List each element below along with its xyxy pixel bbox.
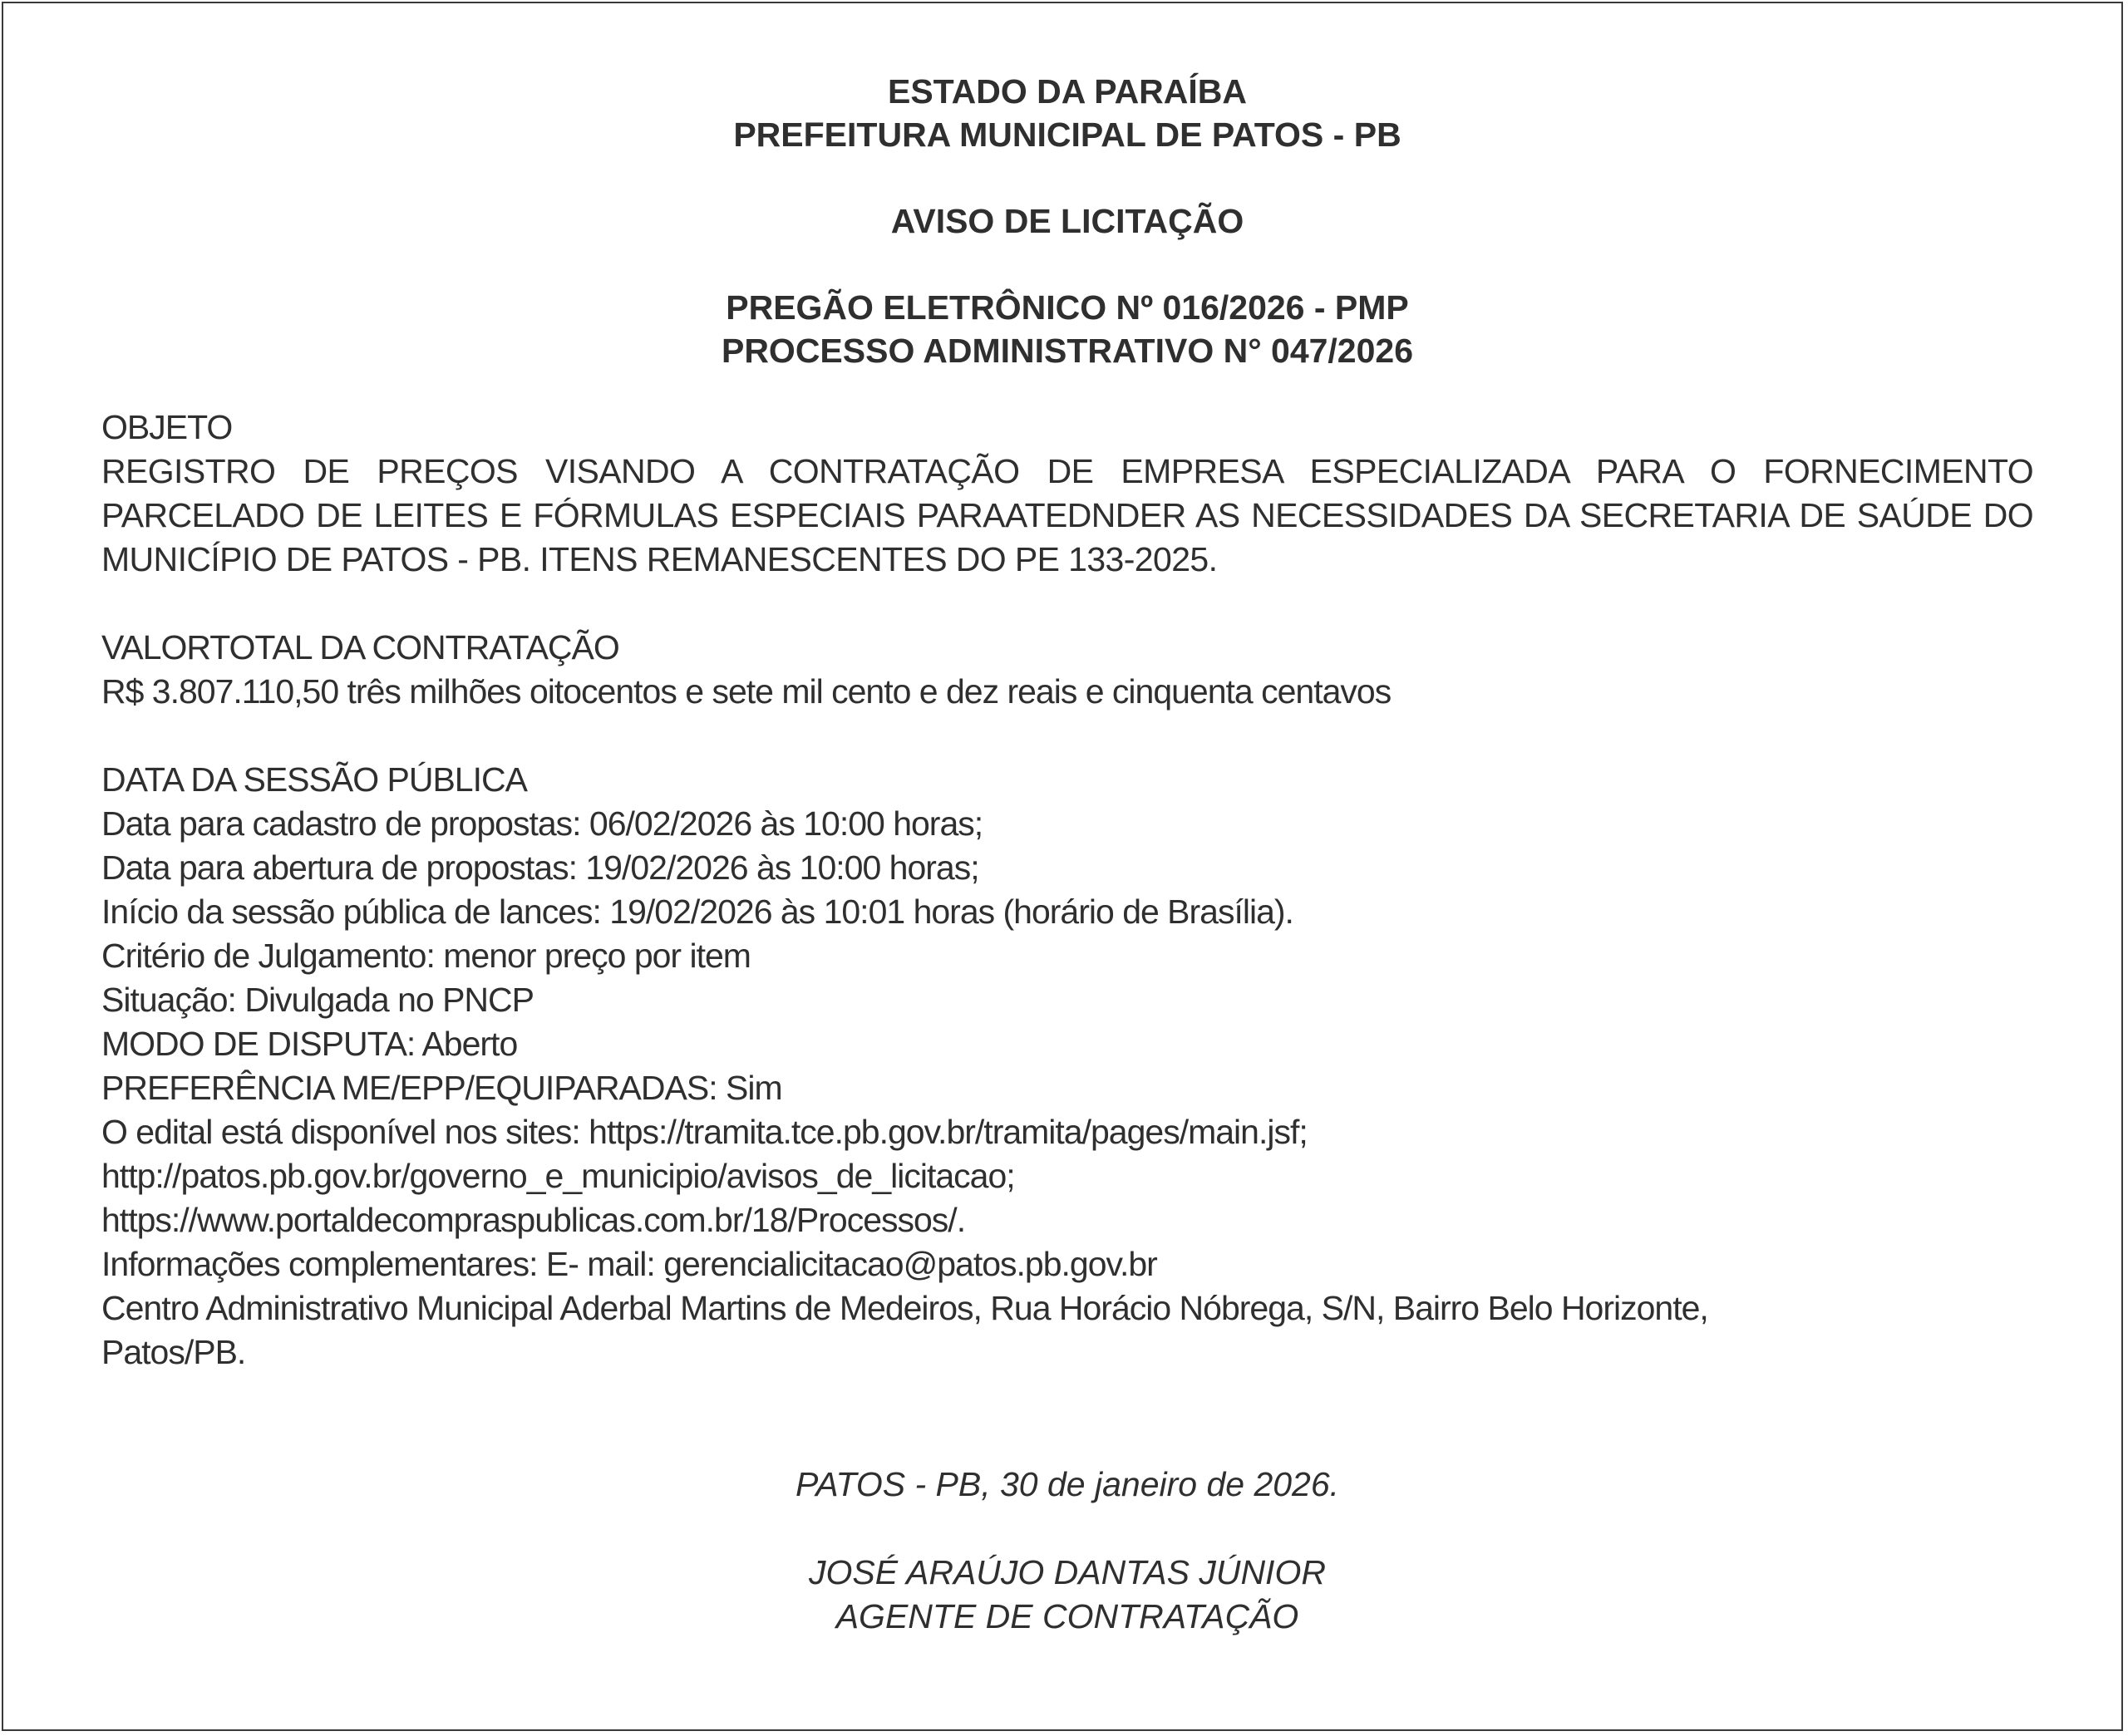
state-title: ESTADO DA PARAÍBA — [887, 72, 1248, 111]
sessao-line: Patos/PB. — [101, 1333, 246, 1371]
sessao-line: Centro Administrativo Municipal Aderbal Martins de Medeiros, Rua Horácio Nóbrega, S/N, Bairro Belo Horizonte, — [101, 1289, 1708, 1327]
valor-text: R$ 3.807.110,50 três milhões oitocentos e sete mil cento e dez reais e cinquenta centavos — [101, 672, 1392, 711]
sessao-label: DATA DA SESSÃO PÚBLICA — [101, 760, 527, 799]
sessao-line: http://patos.pb.gov.br/governo_e_municipio/avisos_de_licitacao; — [101, 1157, 1015, 1195]
objeto-text: REGISTRO DE PREÇOS VISANDO A CONTRATAÇÃO DE EMPRESA ESPECIALIZADA PARA O FORNECIMENTO PARCELADO DE LEITES E FÓRMULAS ESPECIAIS PARAATEDNDER AS NECESSIDADES DA SECRETARIA DE SAÚDE DO MUNICÍPIO DE PATOS - PB. ITENS REMANESCENTES DO PE 133-2025. — [101, 452, 2033, 578]
notice-title: AVISO DE LICITAÇÃO — [890, 202, 1244, 240]
pregao-number: PREGÃO ELETRÔNICO Nº 016/2026 - PMP — [726, 288, 1409, 327]
document-frame — [2, 2, 2123, 1731]
sessao-line: Início da sessão pública de lances: 19/02/2026 às 10:01 horas (horário de Brasília). — [101, 893, 1293, 931]
header-process — [101, 286, 2033, 372]
prefecture-title: PREFEITURA MUNICIPAL DE PATOS - PB — [733, 116, 1401, 154]
place-date: PATOS - PB, 30 de janeiro de 2026. — [795, 1465, 1340, 1503]
processo-number: PROCESSO ADMINISTRATIVO N° 047/2026 — [721, 332, 1414, 370]
header-notice — [101, 199, 2033, 243]
sessao-line: Data para cadastro de propostas: 06/02/2026 às 10:00 horas; — [101, 804, 983, 843]
signature-spacer — [101, 1507, 2033, 1551]
sessao-line: MODO DE DISPUTA: Aberto — [101, 1025, 518, 1063]
sessao-line: Situação: Divulgada no PNCP — [101, 981, 534, 1019]
sessao-line: PREFERÊNCIA ME/EPP/EQUIPARADAS: Sim — [101, 1069, 782, 1107]
objeto-label: OBJETO — [101, 408, 233, 446]
notice-document — [101, 70, 2033, 1639]
sessao-section — [101, 758, 2033, 1375]
valor-section — [101, 626, 2033, 714]
valor-label: VALORTOTAL DA CONTRATAÇÃO — [101, 628, 619, 666]
signatory-name: JOSÉ ARAÚJO DANTAS JÚNIOR — [809, 1553, 1326, 1591]
header-issuer — [101, 70, 2033, 156]
signatory-role: AGENTE DE CONTRATAÇÃO — [835, 1597, 1299, 1635]
sessao-line: Informações complementares: E- mail: gerencialicitacao@patos.pb.gov.br — [101, 1245, 1157, 1283]
sessao-line: O edital está disponível nos sites: https://tramita.tce.pb.gov.br/tramita/pages/main.jsf; — [101, 1113, 1308, 1151]
sessao-line: Critério de Julgamento: menor preço por item — [101, 937, 751, 975]
signature-block — [101, 1463, 2033, 1639]
sessao-line: Data para abertura de propostas: 19/02/2026 às 10:00 horas; — [101, 848, 979, 887]
sessao-line: https://www.portaldecompraspublicas.com.br/18/Processos/. — [101, 1201, 966, 1239]
objeto-section — [101, 406, 2033, 582]
